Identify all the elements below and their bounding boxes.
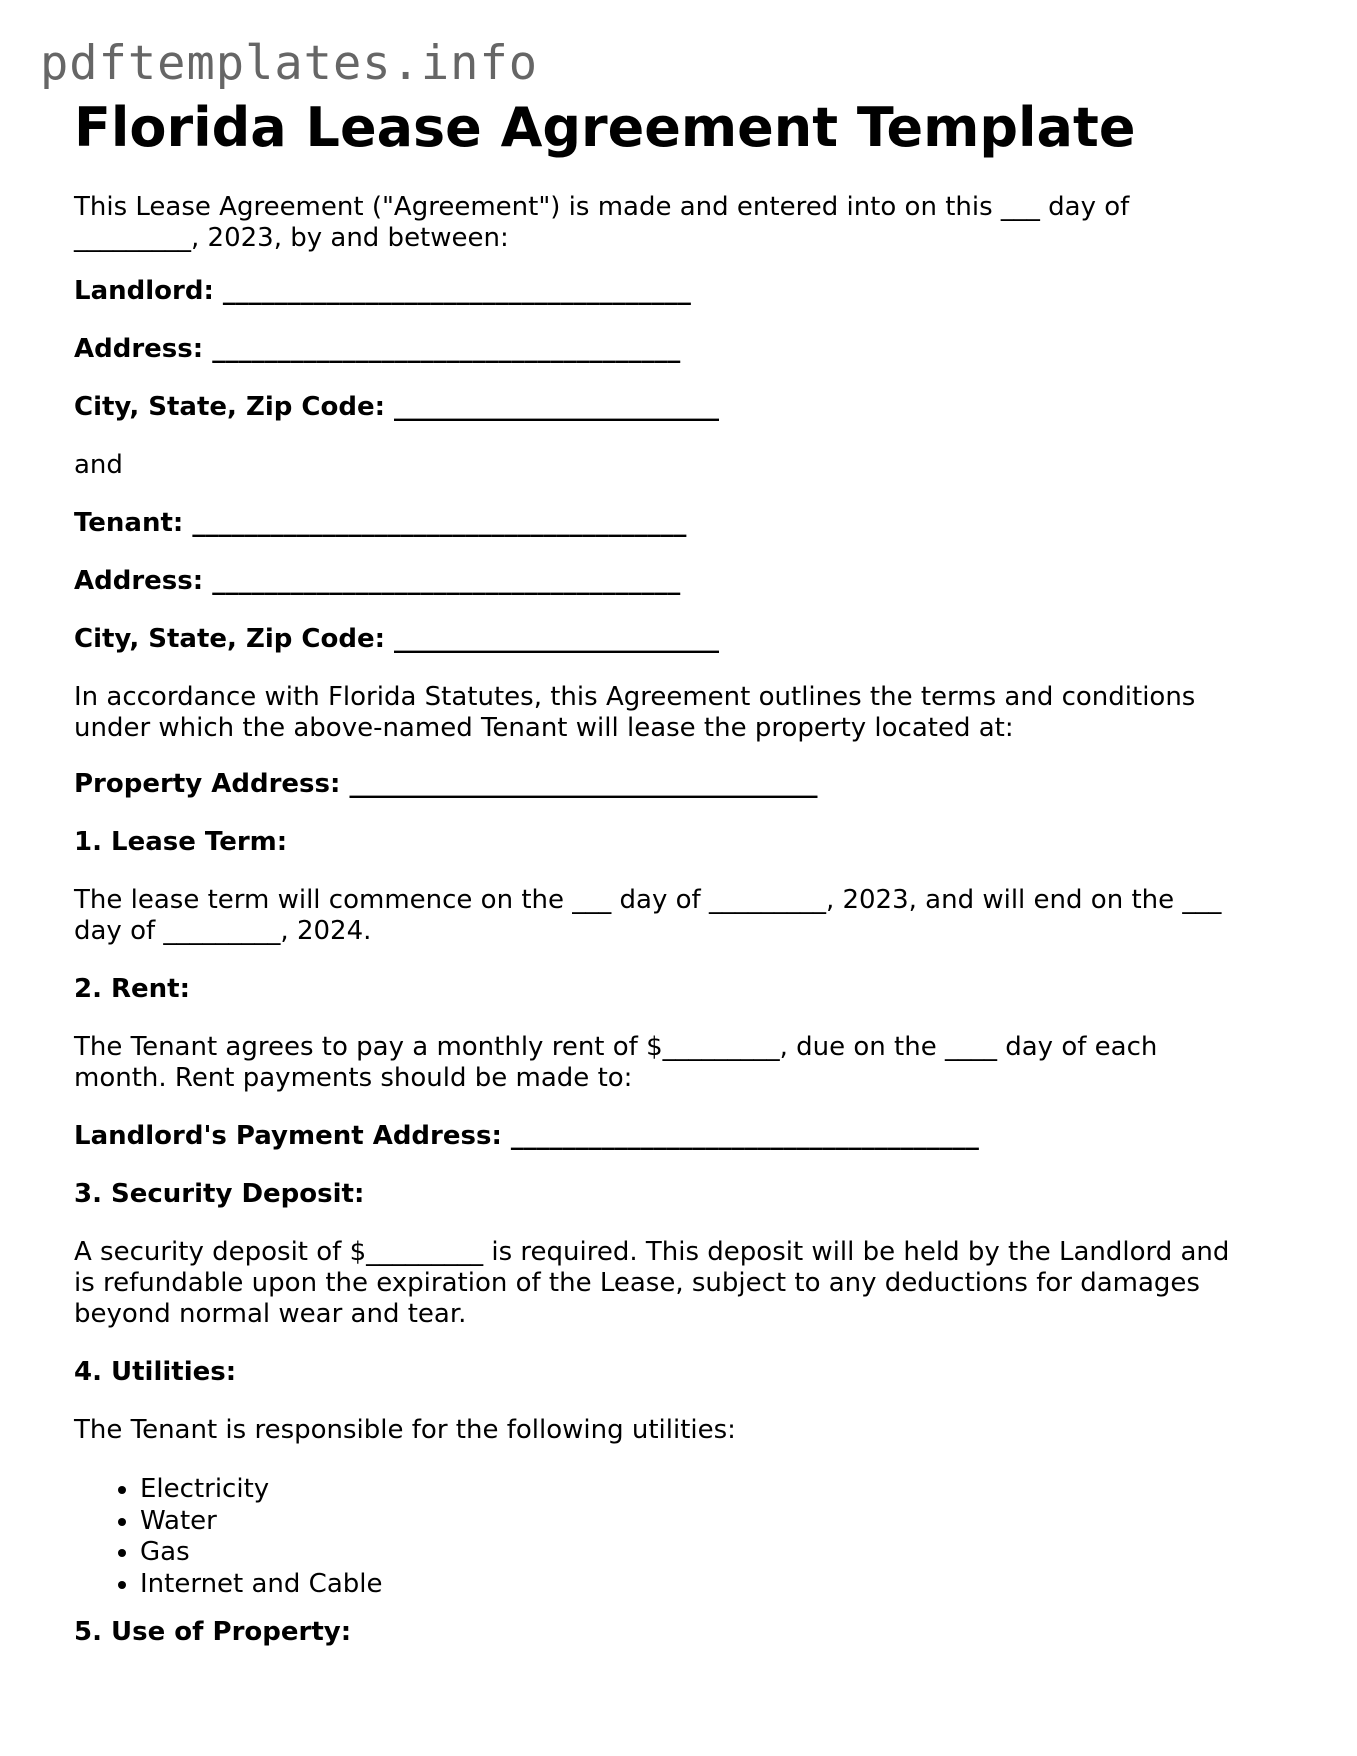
intro-line-2: _________, 2023, by and between: — [74, 223, 509, 253]
security-deposit-heading: 3. Security Deposit: — [74, 1179, 365, 1209]
landlord-name-field: Landlord: ____________________________________ — [74, 276, 691, 306]
accordance-line-1: In accordance with Florida Statutes, this Agreement outlines the terms and conditions — [74, 682, 1196, 712]
payment-address-field: Landlord's Payment Address: ____________________________________ — [74, 1121, 979, 1151]
utilities-intro: The Tenant is responsible for the following utilities: — [74, 1415, 736, 1445]
landlord-city-field: City, State, Zip Code: _________________________ — [74, 392, 720, 422]
tenant-name-field: Tenant: ______________________________________ — [74, 508, 687, 538]
property-address-field: Property Address: ____________________________________ — [74, 769, 818, 799]
watermark: pdftemplates.info — [40, 36, 539, 91]
accordance-line-2: under which the above-named Tenant will lease the property located at: — [74, 713, 1014, 743]
and-text: and — [74, 450, 123, 480]
lease-term-line-1: The lease term will commence on the ___ day of _________, 2023, and will end on the ___ — [74, 885, 1222, 915]
rent-heading: 2. Rent: — [74, 974, 191, 1004]
security-deposit-line-1: A security deposit of $_________ is required. This deposit will be held by the Landlord and — [74, 1237, 1230, 1267]
landlord-address-field: Address: ____________________________________ — [74, 334, 681, 364]
security-deposit-line-3: beyond normal wear and tear. — [74, 1299, 467, 1329]
security-deposit-line-2: is refundable upon the expiration of the Lease, subject to any deductions for damages — [74, 1268, 1200, 1298]
utilities-heading: 4. Utilities: — [74, 1357, 237, 1387]
rent-line-1: The Tenant agrees to pay a monthly rent of $_________, due on the ____ day of each — [74, 1032, 1158, 1062]
list-item: • Electricity — [140, 1474, 383, 1506]
tenant-address-field: Address: ____________________________________ — [74, 566, 681, 596]
list-item: • Gas — [140, 1537, 383, 1569]
document-page — [74, 88, 1274, 1647]
tenant-city-field: City, State, Zip Code: _________________________ — [74, 624, 720, 654]
list-item: • Internet and Cable — [140, 1569, 383, 1601]
list-item: • Water — [140, 1506, 383, 1538]
lease-term-heading: 1. Lease Term: — [74, 827, 288, 857]
intro-line-1: This Lease Agreement ("Agreement") is made and entered into on this ___ day of — [74, 192, 1130, 222]
lease-term-line-2: day of _________, 2024. — [74, 916, 372, 946]
document-title: Florida Lease Agreement Template — [74, 96, 1136, 159]
use-of-property-heading: 5. Use of Property: — [74, 1617, 352, 1647]
utilities-list — [74, 1474, 383, 1600]
rent-line-2: month. Rent payments should be made to: — [74, 1063, 633, 1093]
